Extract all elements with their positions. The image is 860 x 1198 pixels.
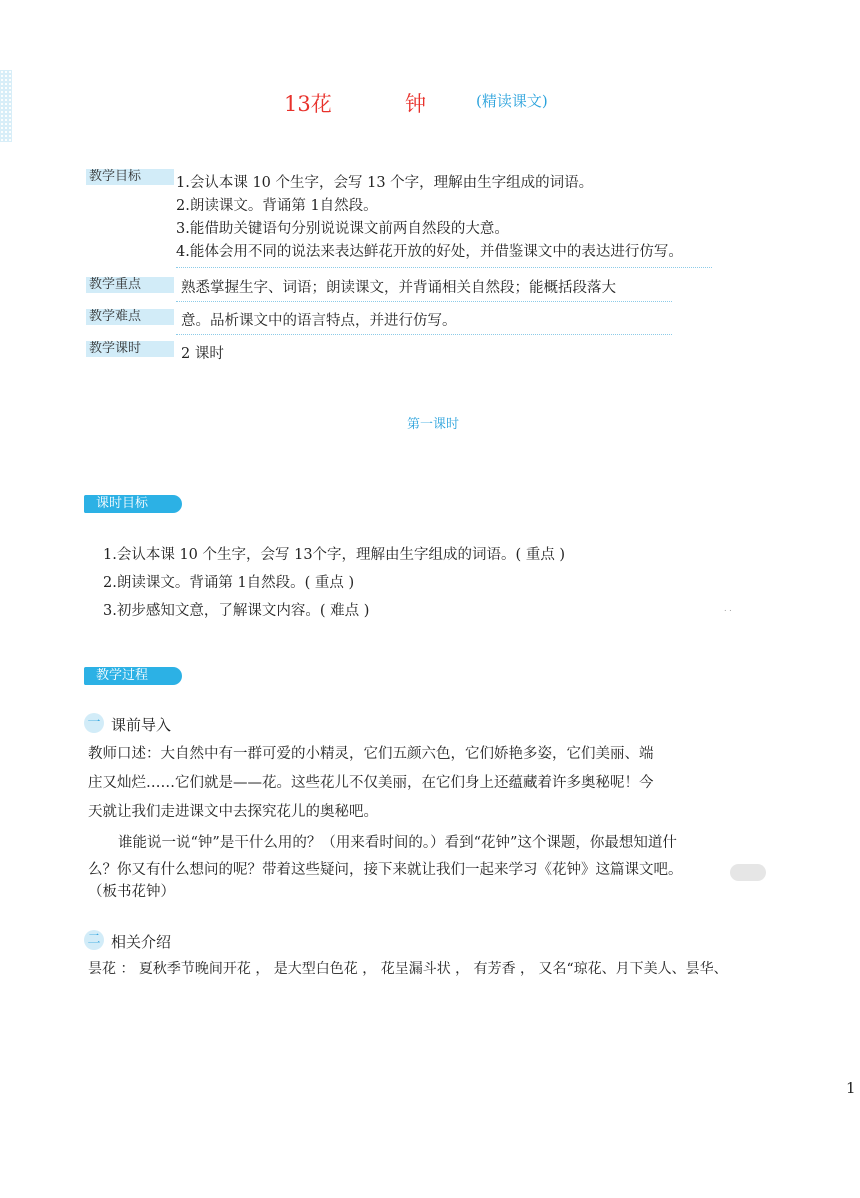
section-number-icon: 二: [84, 930, 104, 950]
side-dot-strip: [0, 70, 12, 142]
hours-text: 2 课时: [181, 346, 224, 362]
goal-line-2: 2.朗读课文。背诵第 1自然段。: [176, 198, 378, 214]
lesson-goals-pill: 课时目标: [84, 495, 182, 513]
lesson-goal-2: 2.朗读课文。背诵第 1自然段。( 重点 ): [103, 575, 355, 591]
divider: [176, 301, 672, 302]
divider: [176, 267, 712, 268]
highlight-mark: [730, 864, 766, 881]
difficulty-label: 教学难点: [86, 309, 174, 325]
paragraph-line: 庄又灿烂……它们就是——花。这些花儿不仅美丽，在它们身上还蕴藏着许多奥秘呢！今: [88, 775, 654, 791]
process-pill: 教学过程: [84, 667, 182, 685]
lesson-goal-1: 1.会认本课 10 个生字，会写 13个字，理解由生字组成的词语。( 重点 ): [103, 547, 566, 563]
lesson-title-number: 13花: [284, 92, 332, 116]
stray-dots: . .: [724, 604, 732, 613]
goal-line-4: 4.能体会用不同的说法来表达鲜花开放的好处，并借鉴课文中的表达进行仿写。: [176, 244, 683, 260]
section-title: 相关介绍: [111, 933, 172, 951]
key-label: 教学重点: [86, 277, 174, 293]
goal-line-1: 1.会认本课 10 个生字，会写 13 个字，理解由生字组成的词语。: [176, 175, 594, 191]
hours-label: 教学课时: [86, 341, 174, 357]
difficulty-text: 意。品析课文中的语言特点，并进行仿写。: [181, 313, 457, 329]
paragraph-line: 天就让我们走进课文中去探究花儿的奥秘吧。: [88, 804, 378, 820]
lesson-heading: 第一课时: [407, 417, 460, 432]
paragraph-line: （板书花钟）: [88, 884, 175, 900]
paragraph-line: 昙花 ： 夏秋季节晚间开花 ， 是大型白色花 ， 花呈漏斗状 ， 有芳香 ， 又名“琼花、月下美人、昙华、: [88, 961, 728, 977]
goals-label: 教学目标: [86, 169, 174, 185]
paragraph-line: 谁能说一说“钟”是干什么用的？（用来看时间的。）看到“花钟”这个课题，你最想知道什: [118, 835, 677, 851]
key-text: 熟悉掌握生字、词语；朗读课文，并背诵相关自然段；能概括段落大: [181, 280, 616, 296]
goal-line-3: 3.能借助关键语句分别说说课文前两自然段的大意。: [176, 221, 509, 237]
paragraph-line: 么？你又有什么想问的呢？带着这些疑问，接下来就让我们一起来学习《花钟》这篇课文吧。: [88, 862, 683, 878]
lesson-type-subtitle: (精读课文): [476, 92, 548, 110]
paragraph-line: 教师口述：大自然中有一群可爱的小精灵，它们五颜六色，它们娇艳多姿，它们美丽、端: [88, 746, 654, 762]
divider: [176, 334, 672, 335]
section-title: 课前导入: [111, 716, 172, 734]
section-number-icon: 一: [84, 713, 104, 733]
lesson-title-char: 钟: [405, 92, 426, 116]
page-number: 1: [846, 1079, 856, 1097]
lesson-goal-3: 3.初步感知文意，了解课文内容。( 难点 ): [103, 603, 370, 619]
